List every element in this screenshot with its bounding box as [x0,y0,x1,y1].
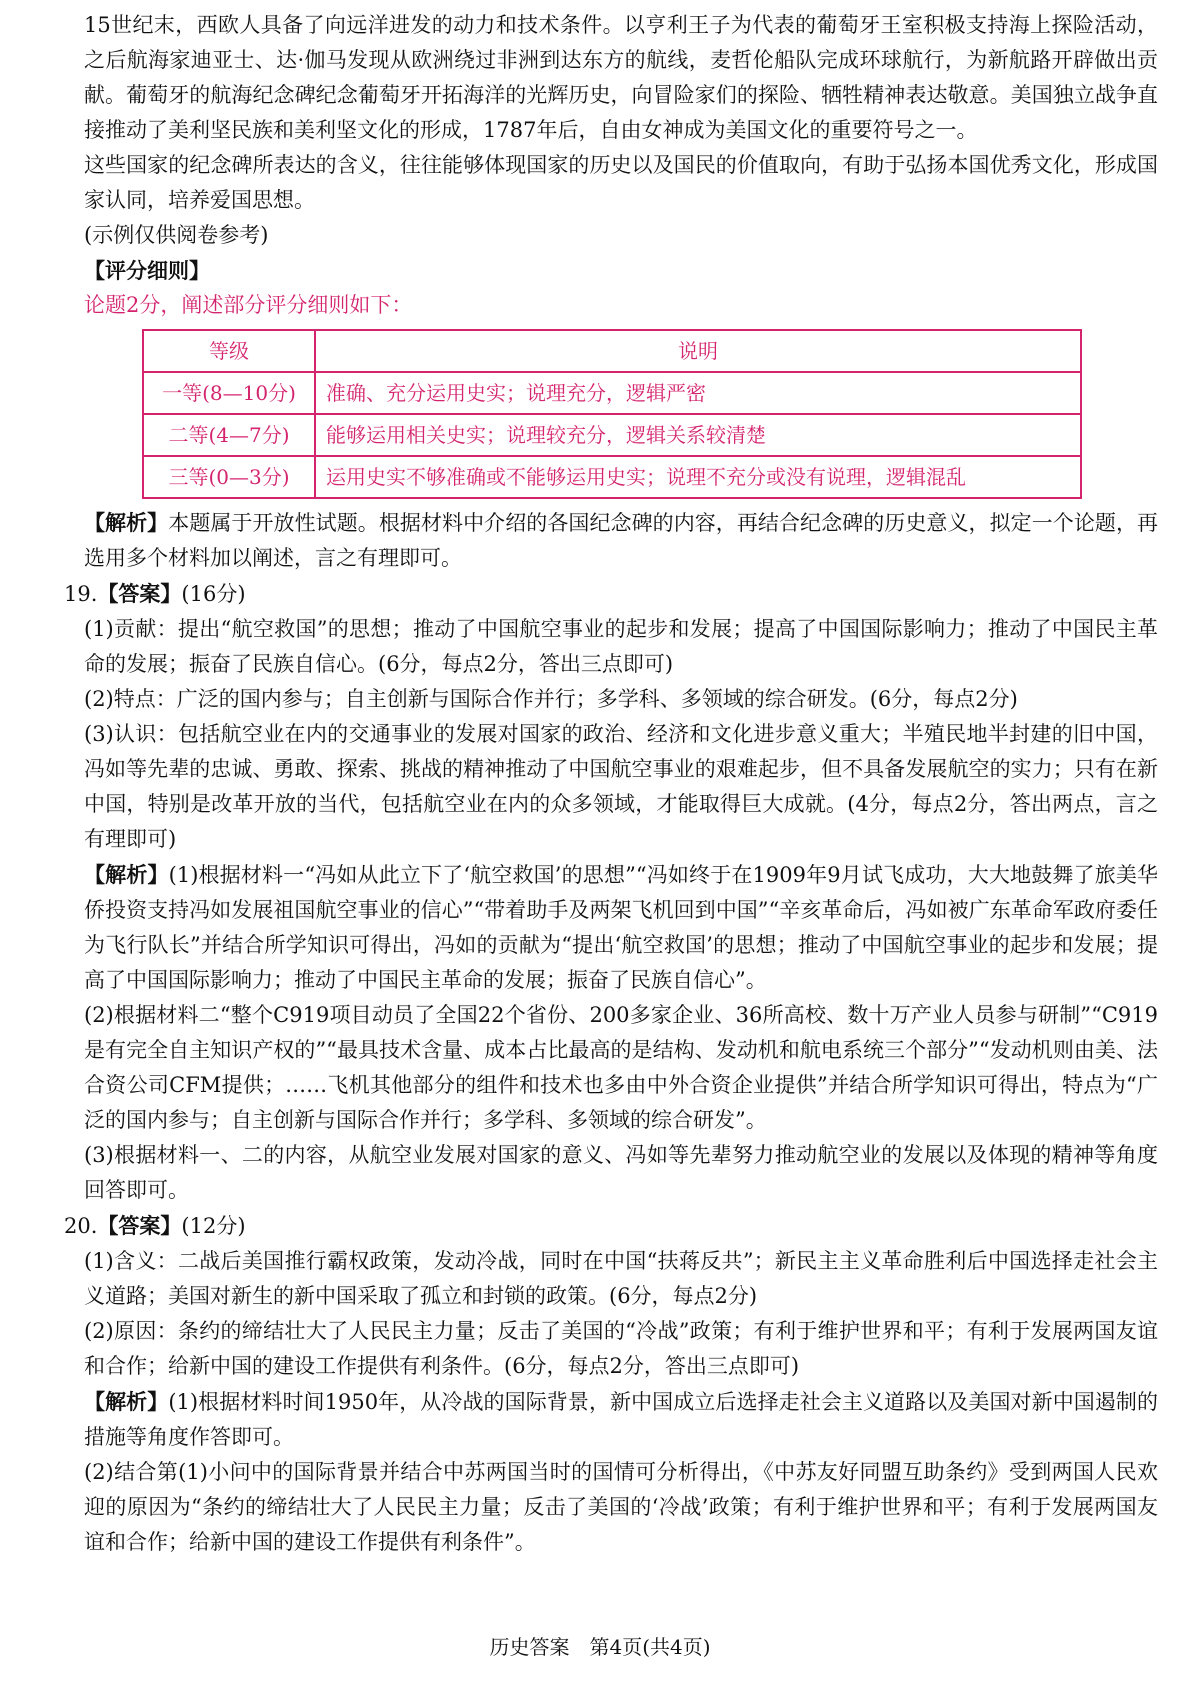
header-level: 等级 [143,330,315,372]
q19-analysis-1 [84,857,1158,998]
grading-row [143,372,1081,414]
answer-label: 【答案】 [97,1213,182,1238]
q20-answer-heading [64,1208,1158,1244]
q20-analysis-2: (2)结合第(1)小问中的国际背景并结合中苏两国当时的国情可分析得出，《中苏友好同盟互助条约》受到两国人民欢迎的原因为“条约的缔结壮大了人民民主力量；反击了美国的‘冷战’政策；有利于维护世界和平；有利于发展两国友谊和合作；给新中国的建设工作提供有利条件”。 [84,1460,1158,1554]
q20-analysis-1 [84,1384,1158,1455]
intro-paragraph-1: 15世纪末，西欧人具备了向远洋进发的动力和技术条件。以亨利王子为代表的葡萄牙王室积极支持海上探险活动，之后航海家迪亚士、达·伽马发现从欧洲绕过非洲到达东方的航线，麦哲伦船队完成环球航行，为新航路开辟做出贡献。葡萄牙的航海纪念碑纪念葡萄牙开拓海洋的光辉历史，向冒险家们的探险、牺牲精神表达敬意。美国独立战争直接推动了美利坚民族和美利坚文化的形成，1787年后，自由女神成为美国文化的重要符号之一。 [84,13,1158,142]
q19-analysis-3: (3)根据材料一、二的内容，从航空业发展对国家的意义、冯如等先辈努力推动航空业的发展以及体现的精神等角度回答即可。 [84,1143,1158,1202]
grade-description: 运用史实不够准确或不能够运用史实；说理不充分或没有说理，逻辑混乱 [315,456,1081,498]
analysis-label: 【解析】 [84,862,169,887]
analysis-text: 本题属于开放性试题。根据材料中介绍的各国纪念碑的内容，再结合纪念碑的历史意义，拟定一个论题，再选用多个材料加以阐述，言之有理即可。 [84,511,1159,570]
answer-label: 【答案】 [97,581,182,606]
page-content [64,8,1159,1560]
intro-paragraph-2: 这些国家的纪念碑所表达的含义，往往能够体现国家的历史以及国民的价值取向，有助于弘扬本国优秀文化，形成国家认同，培养爱国思想。 [84,153,1158,212]
scoring-heading: 【评分细则】 [84,258,210,283]
analysis-text: (1)根据材料时间1950年，从冷战的国际背景，新中国成立后选择走社会主义道路以及美国对新中国遏制的措施等角度作答即可。 [84,1390,1159,1449]
grade-level: 一等(8—10分) [143,372,315,414]
grading-table-header [143,330,1081,372]
grade-level: 二等(4—7分) [143,414,315,456]
grade-description: 能够运用相关史实；说理较充分，逻辑关系较清楚 [315,414,1081,456]
analysis-text: (1)根据材料一“冯如从此立下了‘航空救国’的思想”“冯如终于在1909年9月试飞成功，大大地鼓舞了旅美华侨投资支持冯如发展祖国航空事业的信心”“带着助手及两架飞机回到中国”“辛亥革命后，冯如被广东革命军政府委任为飞行队长”并结合所学知识可得出，冯如的贡献为“提出‘航空救国’的思想；推动了中国航空事业的起步和发展；提高了中国国际影响力；推动了中国民主革命的发展；振奋了民族自信心”。 [84,863,1159,992]
q20-answer-1: (1)含义：二战后美国推行霸权政策，发动冷战，同时在中国“扶蒋反共”；新民主主义革命胜利后中国选择走社会主义道路；美国对新生的新中国采取了孤立和封锁的政策。(6分，每点2分) [84,1249,1158,1308]
q19-answer-3: (3)认识：包括航空业在内的交通事业的发展对国家的政治、经济和文化进步意义重大；半殖民地半封建的旧中国，冯如等先辈的忠诚、勇敢、探索、挑战的精神推动了中国航空事业的艰难起步，但不具备发展航空的实力；只有在新中国，特别是改革开放的当代，包括航空业在内的众多领域，才能取得巨大成就。(4分，每点2分，答出两点，言之有理即可) [84,722,1158,851]
analysis-label: 【解析】 [84,1389,169,1414]
scoring-subtitle: 论题2分，阐述部分评分细则如下： [84,293,413,317]
question-score: (12分) [181,1214,246,1238]
question-number: 20. [64,1214,98,1238]
q19-analysis-2: (2)根据材料二“整个C919项目动员了全国22个省份、200多家企业、36所高校、数十万产业人员参与研制”“C919是有完全自主知识产权的”“最具技术含量、成本占比最高的是结构、发动机和航电系统三个部分”“发动机则由美、法合资公司CFM提供；……飞机其他部分的组件和技术也多由中外合资企业提供”并结合所学知识可得出，特点为“广泛的国内参与；自主创新与国际合作并行；多学科、多领域的综合研发”。 [84,1003,1158,1132]
question-score: (16分) [181,582,246,606]
analysis-label: 【解析】 [84,510,169,535]
grading-row [143,456,1081,498]
q19-answer-1: (1)贡献：提出“航空救国”的思想；推动了中国航空事业的起步和发展；提高了中国国际影响力；推动了中国民主革命的发展；振奋了民族自信心。(6分，每点2分，答出三点即可) [84,617,1158,676]
sample-note: (示例仅供阅卷参考) [84,223,269,247]
analysis-18 [84,505,1158,576]
header-description: 说明 [315,330,1081,372]
q20-answer-2: (2)原因：条约的缔结壮大了人民民主力量；反击了美国的“冷战”政策；有利于维护世界和平；有利于发展两国友谊和合作；给新中国的建设工作提供有利条件。(6分，每点2分，答出三点即可) [84,1319,1158,1378]
question-number: 19. [64,582,98,606]
q19-answer-2: (2)特点：广泛的国内参与；自主创新与国际合作并行；多学科、多领域的综合研发。(6分，每点2分) [84,687,1018,711]
grade-description: 准确、充分运用史实；说理充分，逻辑严密 [315,372,1081,414]
q19-answer-heading [64,576,1158,612]
grading-table [142,329,1082,499]
grading-row [143,414,1081,456]
page-footer: 历史答案 第4页(共4页) [489,1635,711,1659]
grade-level: 三等(0—3分) [143,456,315,498]
